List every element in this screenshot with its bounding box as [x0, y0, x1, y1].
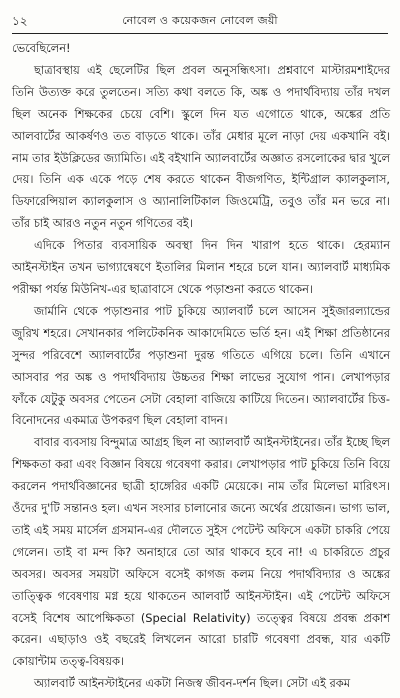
running-title: নোবেল ও কয়েকজন নোবেল জয়ী	[122, 14, 278, 27]
page-number: ১২	[12, 14, 28, 28]
paragraph: বাবার ব্যবসায় বিন্দুমাত্র আগ্রহ ছিল না অ্যালবার্ট আইনস্টাইনের। তাঁর ইচ্ছে ছিল শিক্ষকতা করা এবং বিজ্ঞান বিষয়ে গবেষণা করার। লেখাপড়ার পাট চুকিয়ে তিনি বিয়ে করলেন পদার্থবিজ্ঞানের ছাত্রী হাঙ্গেরির একটি মেয়েকে। নাম তাঁর মিলেভা মারিৎস। ওঁদের দু'টি সন্তানও হল। এখন সংসার চালানোর জন্যে অর্থের প্রয়োজন। ভাগ্য ভাল, তাই এই সময় মার্সেল গ্রসমান-এর দৌলতে সুইস পেটেন্ট অফিসে একটা চাকরি পেয়ে গেলেন। তাই বা মন্দ কি? অনাহারে তো আর থাকবে হবে না! এ চাকরিতে প্রচুর অবসর। অবসর সময়টা অফিসে বসেই কাগজ কলম নিয়ে পদার্থবিদ্যার ও অঙ্কের তাত্ত্বিক গবেষণায় মগ্ন হয়ে থাকতেন আলবার্ট আইনস্টাইন। এই পেটেন্ট অফিসে বসেই বিশেষ আপেক্ষিকতা (Special Relativity) তত্ত্বের বিষয়ে প্রবন্ধ প্রকাশ করেন। এছাড়াও ওই বছরেই লিখলেন আরো চারটি গবেষণা প্রবন্ধ, যার একটি কোয়ান্টাম তত্ত্ব-বিষয়ক।	[12, 435, 390, 669]
paragraph: অ্যালবার্ট আইনস্টাইনের একটা নিজস্ব জীবন-দর্শন ছিল। সেটা এই রকম	[34, 676, 351, 691]
paragraph: ছাত্রাবস্থায় এই ছেলেটির ছিল প্রবল অনুসন্ধিৎসা। প্রশ্নবাণে মাস্টারমশাইদের তিনি উত্যক্ত করে তুলতেন। সত্যি কথা বলতে কি, অঙ্ক ও পদার্থবিদ্যায় তাঁর দখল ছিল অনেক শিক্ষকের চেয়ে বেশি। স্কুলে দিন যত এগোতে থাকে, অঙ্কের প্রতি আলবার্টের আকর্ষণও তত বাড়তে থাকে। তাঁর মেধার মূলে নাড়া দেয় একখানি বই। নাম তার ইউক্লিডের জ্যামিতি। এই বইখানি অ্যালবার্টের অজ্ঞাত রসলোকের দ্বার খুলে দেয়। তিনি এক একে পড়ে শেষ করতে থাকেন বীজগণিত, ইন্টিগ্রাল ক্যালকুলাস, ডিফারেন্সিয়াল ক্যালকুলাস ও অ্যানালিটিকাল জিওমেট্রি, তবুও তাঁর মন ভরে না। তাঁর চাই আরও নতুন নতুন গণিতের বই।	[12, 62, 390, 231]
body-text	[12, 38, 390, 695]
header-rule	[12, 33, 388, 34]
paragraph-continuation: ভেবেছিলেন!	[12, 41, 71, 55]
paragraph: জার্মানি থেকে পড়াশুনার পাট চুকিয়ে অ্যালবার্ট চলে আসেন সুইজারল্যান্ডের জুরিখ শহরে। সেখানকার পলিটেকনিক আকাদেমিতে ভর্তি হন। এই শিক্ষা প্রতিষ্ঠানের সুন্দর পরিবেশে অ্যালবার্টের পড়াশুনা দুরন্ত গতিতে এগিয়ে চলে। তিনি এখানে আসবার পর অঙ্ক ও পদার্থবিদ্যায় উচ্চতর শিক্ষা লাভের সুযোগ পান। লেখাপড়ার ফাঁকে যেটুকু অবসর পেতেন সেটা বেহালা বাজিয়ে কাটিয়ে দিতেন। অ্যালবার্টের চিত্ত-বিনোদনের একমাত্র উপকরণ ছিল বেহালা বাদন।	[12, 303, 390, 428]
running-head	[12, 12, 388, 30]
paragraph: এদিকে পিতার ব্যবসায়িক অবস্থা দিন দিন খারাপ হতে থাকে। হেরম্যান আইনস্টাইন তখন ভাগ্যান্বেষণে ইতালির মিলান শহরে চলে যান। অ্যালবার্ট মাধ্যমিক পরীক্ষা পর্যন্ত মিউনিখ-এর ছাত্রাবাসে থেকে পড়াশুনা করতে থাকেন।	[12, 238, 390, 296]
